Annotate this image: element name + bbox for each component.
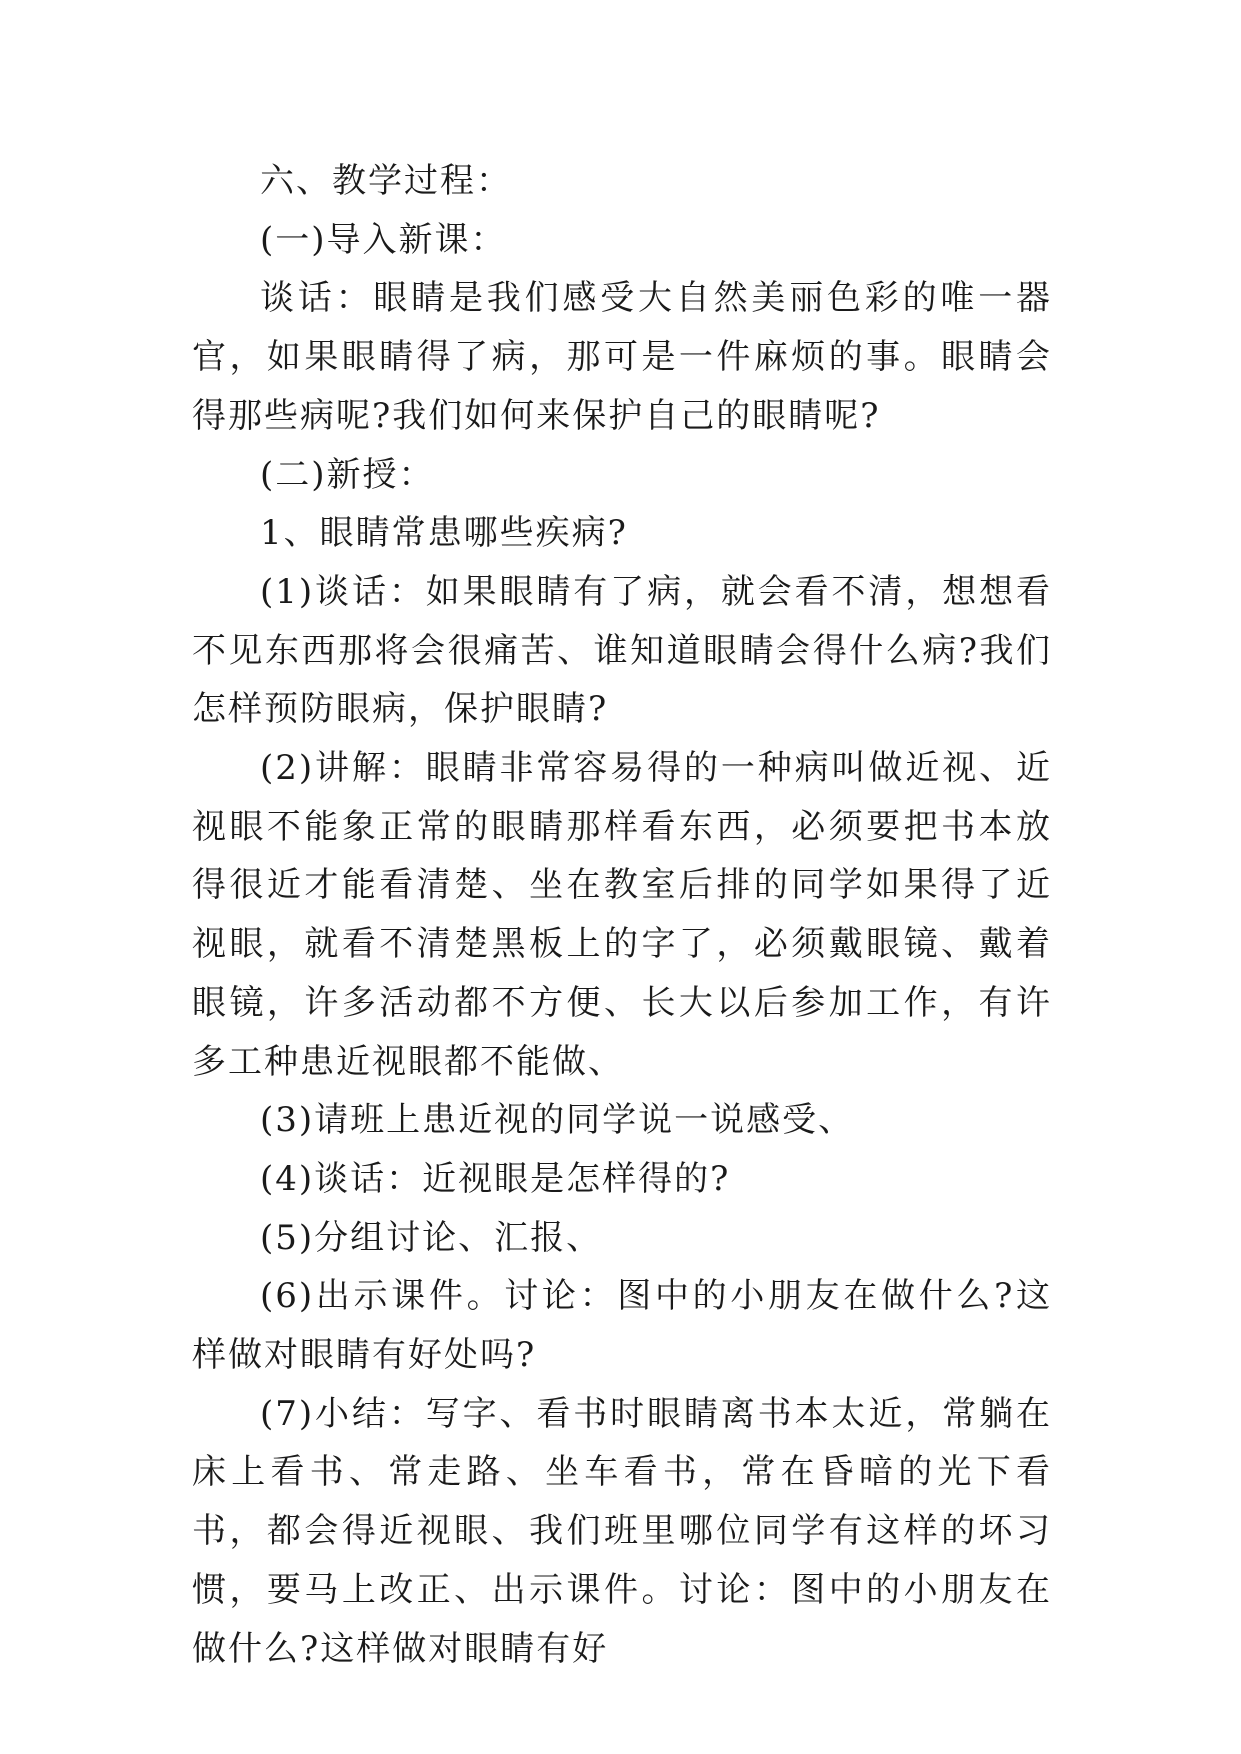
item-eye-diseases: 1、眼睛常患哪些疾病?	[260, 513, 628, 554]
document-body	[192, 152, 1052, 1678]
item-5-group-discussion: (5)分组讨论、汇报、	[260, 1217, 603, 1258]
item-2-explanation: (2)讲解：眼睛非常容易得的一种病叫做近视、近视眼不能象正常的眼睛那样看东西，必须要把书本放得很近才能看清楚、坐在教室后排的同学如果得了近视眼，就看不清楚黑板上的字了，必须戴眼镜、戴着眼镜，许多活动都不方便、长大以后参加工作，有许多工种患近视眼都不能做、	[192, 748, 1052, 1082]
subheading-introduction: (一)导入新课：	[260, 219, 507, 260]
item-4-talk-myopia: (4)谈话：近视眼是怎样得的?	[260, 1158, 731, 1199]
section-heading-teaching-process: 六、教学过程：	[260, 161, 512, 201]
paragraph-talk-intro: 谈话：眼睛是我们感受大自然美丽色彩的唯一器官，如果眼睛得了病，那可是一件麻烦的事。眼睛会得那些病呢?我们如何来保护自己的眼睛呢?	[192, 278, 1052, 436]
item-1-talk: (1)谈话：如果眼睛有了病，就会看不清，想想看不见东西那将会很痛苦、谁知道眼睛会得什么病?我们怎样预防眼病，保护眼睛?	[192, 571, 1052, 730]
subheading-new-lesson: (二)新授：	[260, 454, 435, 495]
item-3-share-feelings: (3)请班上患近视的同学说一说感受、	[260, 1100, 855, 1141]
item-7-summary: (7)小结：写字、看书时眼睛离书本太近，常躺在床上看书、常走路、坐车看书，常在昏暗的光下看书，都会得近视眼、我们班里哪位同学有这样的坏习惯，要马上改正、出示课件。讨论：图中的小朋友在做什么?这样做对眼睛有好	[192, 1393, 1052, 1669]
item-6-show-courseware: (6)出示课件。讨论：图中的小朋友在做什么?这样做对眼睛有好处吗?	[192, 1276, 1052, 1376]
